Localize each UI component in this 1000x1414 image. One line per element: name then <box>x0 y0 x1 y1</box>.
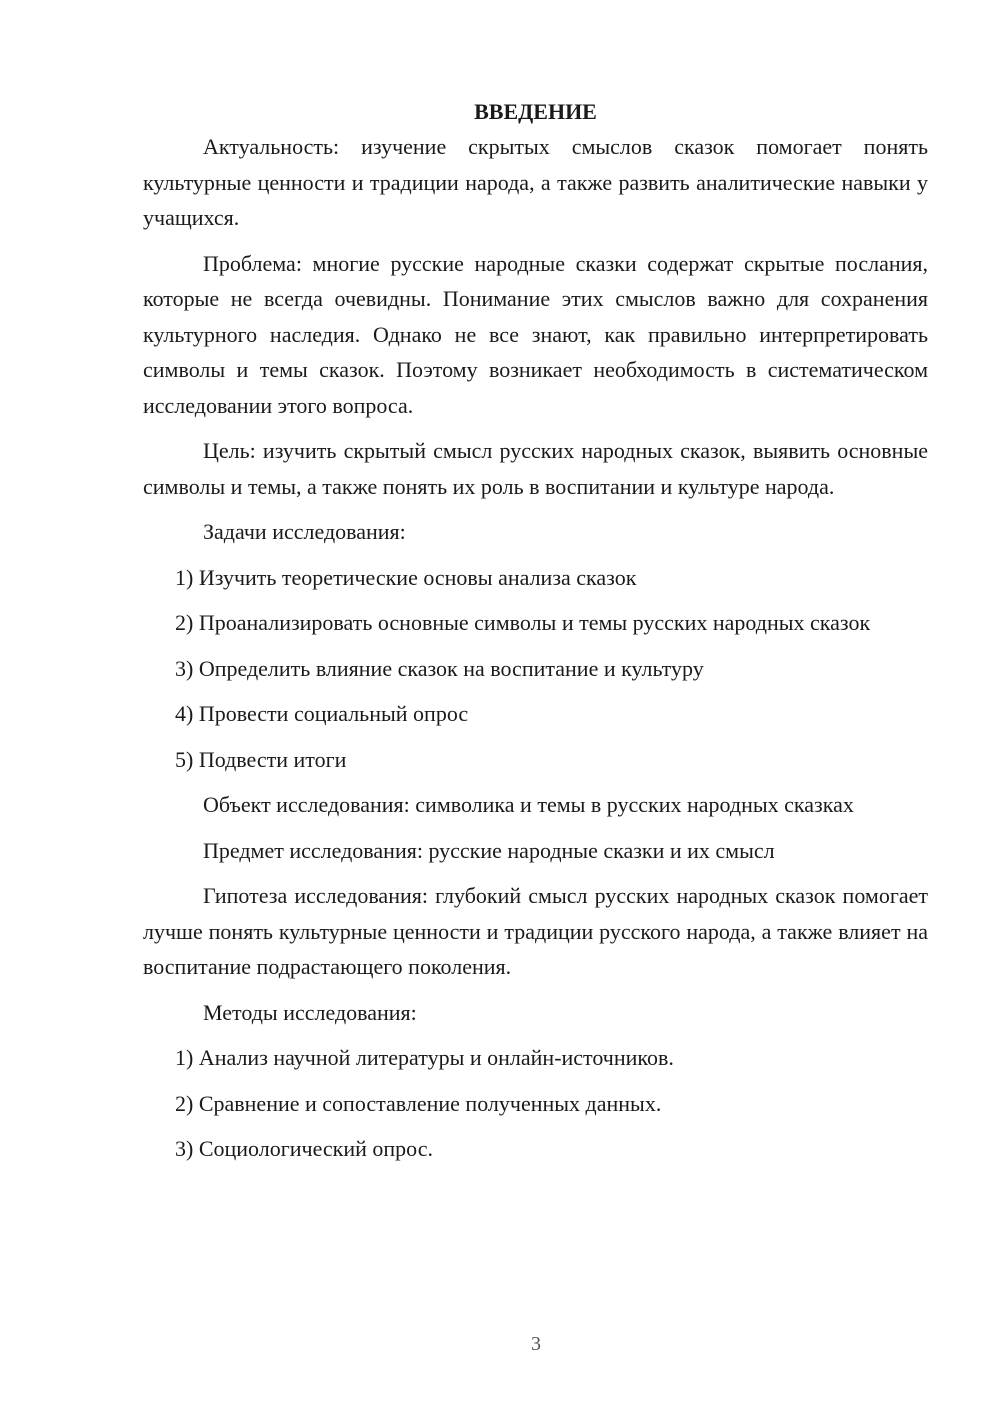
page-title: ВВЕДЕНИЕ <box>474 99 597 124</box>
paragraph-hypothesis: Гипотеза исследования: глубокий смысл русских народных сказок помогает лучше понять культурные ценности и традиции русского народа, а также влияет на воспитание подрастающего поколения. <box>143 883 928 979</box>
method-item: 3) Социологический опрос. <box>175 1136 433 1161</box>
page-number: 3 <box>531 1333 541 1355</box>
method-item: 2) Сравнение и сопоставление полученных данных. <box>175 1090 662 1116</box>
tasks-title: Задачи исследования: <box>203 519 406 544</box>
task-item: 3) Определить влияние сказок на воспитание и культуру <box>175 655 704 681</box>
paragraph-subject: Предмет исследования: русские народные сказки и их смысл <box>203 837 775 863</box>
methods-title: Методы исследования: <box>203 999 417 1025</box>
task-item: 1) Изучить теоретические основы анализа сказок <box>175 564 637 590</box>
paragraph-object: Объект исследования: символика и темы в русских народных сказках <box>203 792 854 817</box>
task-item: 2) Проанализировать основные символы и темы русских народных сказок <box>175 610 871 635</box>
task-item: 4) Провести социальный опрос <box>175 701 469 726</box>
method-item: 1) Анализ научной литературы и онлайн-источников. <box>175 1045 674 1070</box>
paragraph-goal: Цель: изучить скрытый смысл русских народных сказок, выявить основные символы и темы, а также понять их роль в воспитании и культуре народа. <box>143 438 928 499</box>
document-body <box>143 94 928 1167</box>
paragraph-relevance: Актуальность: изучение скрытых смыслов сказок помогает понять культурные ценности и традиции народа, а также развить аналитические навыки у учащихся. <box>143 134 928 230</box>
paragraph-problem: Проблема: многие русские народные сказки содержат скрытые послания, которые не всегда очевидны. Понимание этих смыслов важно для сохранения культурного наследия. Однако не все знают, как правильно интерпретировать символы и темы сказок. Поэтому возникает необходимость в систематическом исследовании этого вопроса. <box>143 250 928 418</box>
task-item: 5) Подвести итоги <box>175 746 347 772</box>
